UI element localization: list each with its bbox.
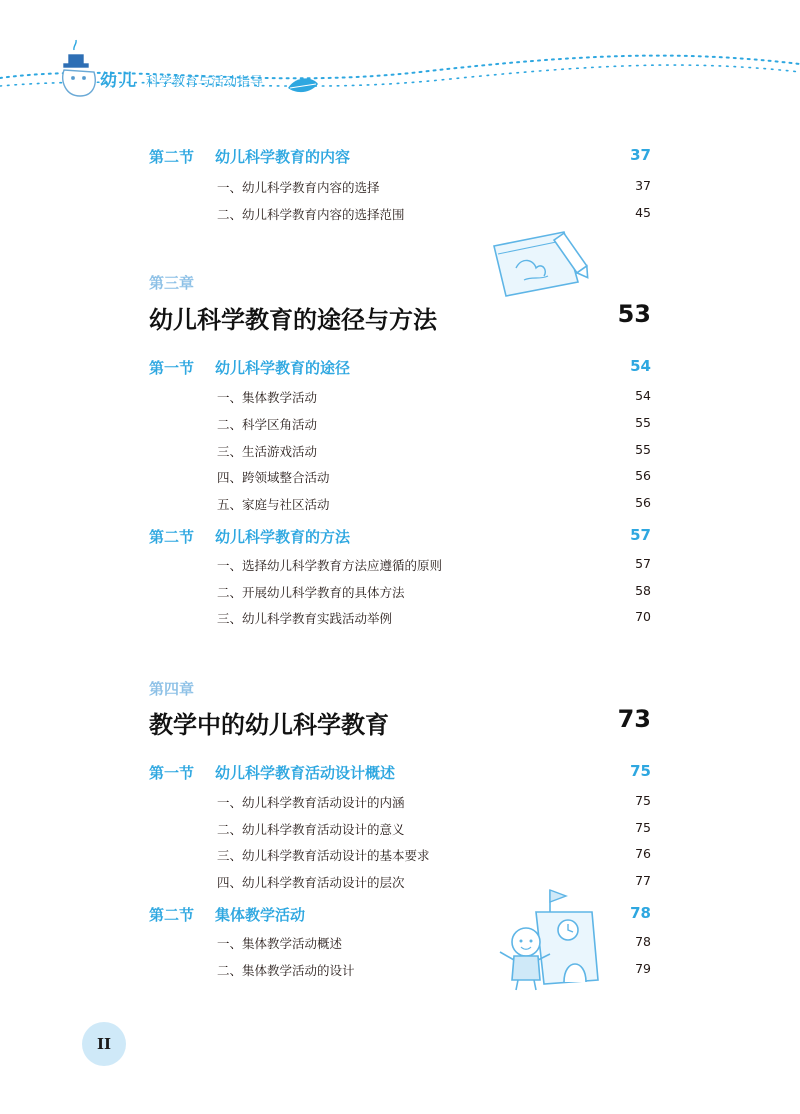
chapter-title: 教学中的幼儿科学教育 [149, 711, 389, 739]
item-page: 54 [635, 388, 651, 403]
page-number: II [96, 1035, 112, 1053]
paper-pencil-doodle-icon [486, 224, 598, 304]
item-text: 一、幼儿科学教育内容的选择 [217, 180, 380, 195]
item-text: 三、幼儿科学教育实践活动举例 [217, 611, 393, 626]
section-label: 第二节 [149, 148, 195, 166]
item-text: 一、选择幼儿科学教育方法应遵循的原则 [217, 558, 443, 573]
section-label: 第二节 [149, 906, 195, 924]
item-text: 二、幼儿科学教育内容的选择范围 [217, 207, 405, 222]
item-text: 二、开展幼儿科学教育的具体方法 [217, 585, 405, 600]
item-text: 一、集体教学活动 [217, 390, 318, 405]
header-title [100, 66, 263, 91]
header-mascot-icon [63, 40, 95, 96]
section-title: 幼儿科学教育活动设计概述 [215, 764, 396, 782]
item-text: 一、幼儿科学教育活动设计的内涵 [217, 795, 405, 810]
item-text: 四、跨领域整合活动 [217, 470, 330, 485]
item-text: 四、幼儿科学教育活动设计的层次 [217, 875, 405, 890]
section-page: 54 [630, 357, 651, 375]
section-title: 幼儿科学教育的途径 [215, 359, 351, 377]
child-with-clock-doodle-icon [492, 884, 612, 994]
section-page: 37 [630, 146, 651, 164]
chapter-title: 幼儿科学教育的途径与方法 [149, 306, 437, 334]
section-title: 幼儿科学教育的内容 [215, 148, 351, 166]
chapter-page: 73 [617, 705, 651, 733]
chapter-page: 53 [617, 300, 651, 328]
section-label: 第一节 [149, 359, 195, 377]
item-text: 二、科学区角活动 [217, 417, 318, 432]
leaf-icon [288, 78, 318, 92]
section-page: 57 [630, 526, 651, 544]
item-text: 二、集体教学活动的设计 [217, 963, 355, 978]
section-page: 75 [630, 762, 651, 780]
header-title-main: 幼儿 [100, 71, 138, 91]
item-page: 55 [635, 442, 651, 457]
chapter-label: 第四章 [149, 680, 195, 698]
item-text: 三、幼儿科学教育活动设计的基本要求 [217, 848, 430, 863]
page-number-badge [82, 1022, 126, 1066]
item-page: 55 [635, 415, 651, 430]
item-text: 二、幼儿科学教育活动设计的意义 [217, 822, 405, 837]
header-decoration [0, 0, 800, 110]
item-page: 58 [635, 583, 651, 598]
item-page: 70 [635, 609, 651, 624]
section-title: 集体教学活动 [215, 906, 306, 924]
chapter-label: 第三章 [149, 274, 195, 292]
item-page: 57 [635, 556, 651, 571]
section-label: 第二节 [149, 528, 195, 546]
item-page: 75 [635, 793, 651, 808]
section-label: 第一节 [149, 764, 195, 782]
item-page: 79 [635, 961, 651, 976]
item-text: 五、家庭与社区活动 [217, 497, 330, 512]
item-text: 一、集体教学活动概述 [217, 936, 343, 951]
item-page: 56 [635, 495, 651, 510]
item-page: 56 [635, 468, 651, 483]
item-page: 37 [635, 178, 651, 193]
section-page: 78 [630, 904, 651, 922]
item-page: 75 [635, 820, 651, 835]
item-text: 三、生活游戏活动 [217, 444, 318, 459]
item-page: 45 [635, 205, 651, 220]
item-page: 77 [635, 873, 651, 888]
header-band [0, 0, 800, 110]
item-page: 78 [635, 934, 651, 949]
item-page: 76 [635, 846, 651, 861]
section-title: 幼儿科学教育的方法 [215, 528, 351, 546]
header-title-sub: 科学教育与活动指导 [146, 75, 264, 90]
